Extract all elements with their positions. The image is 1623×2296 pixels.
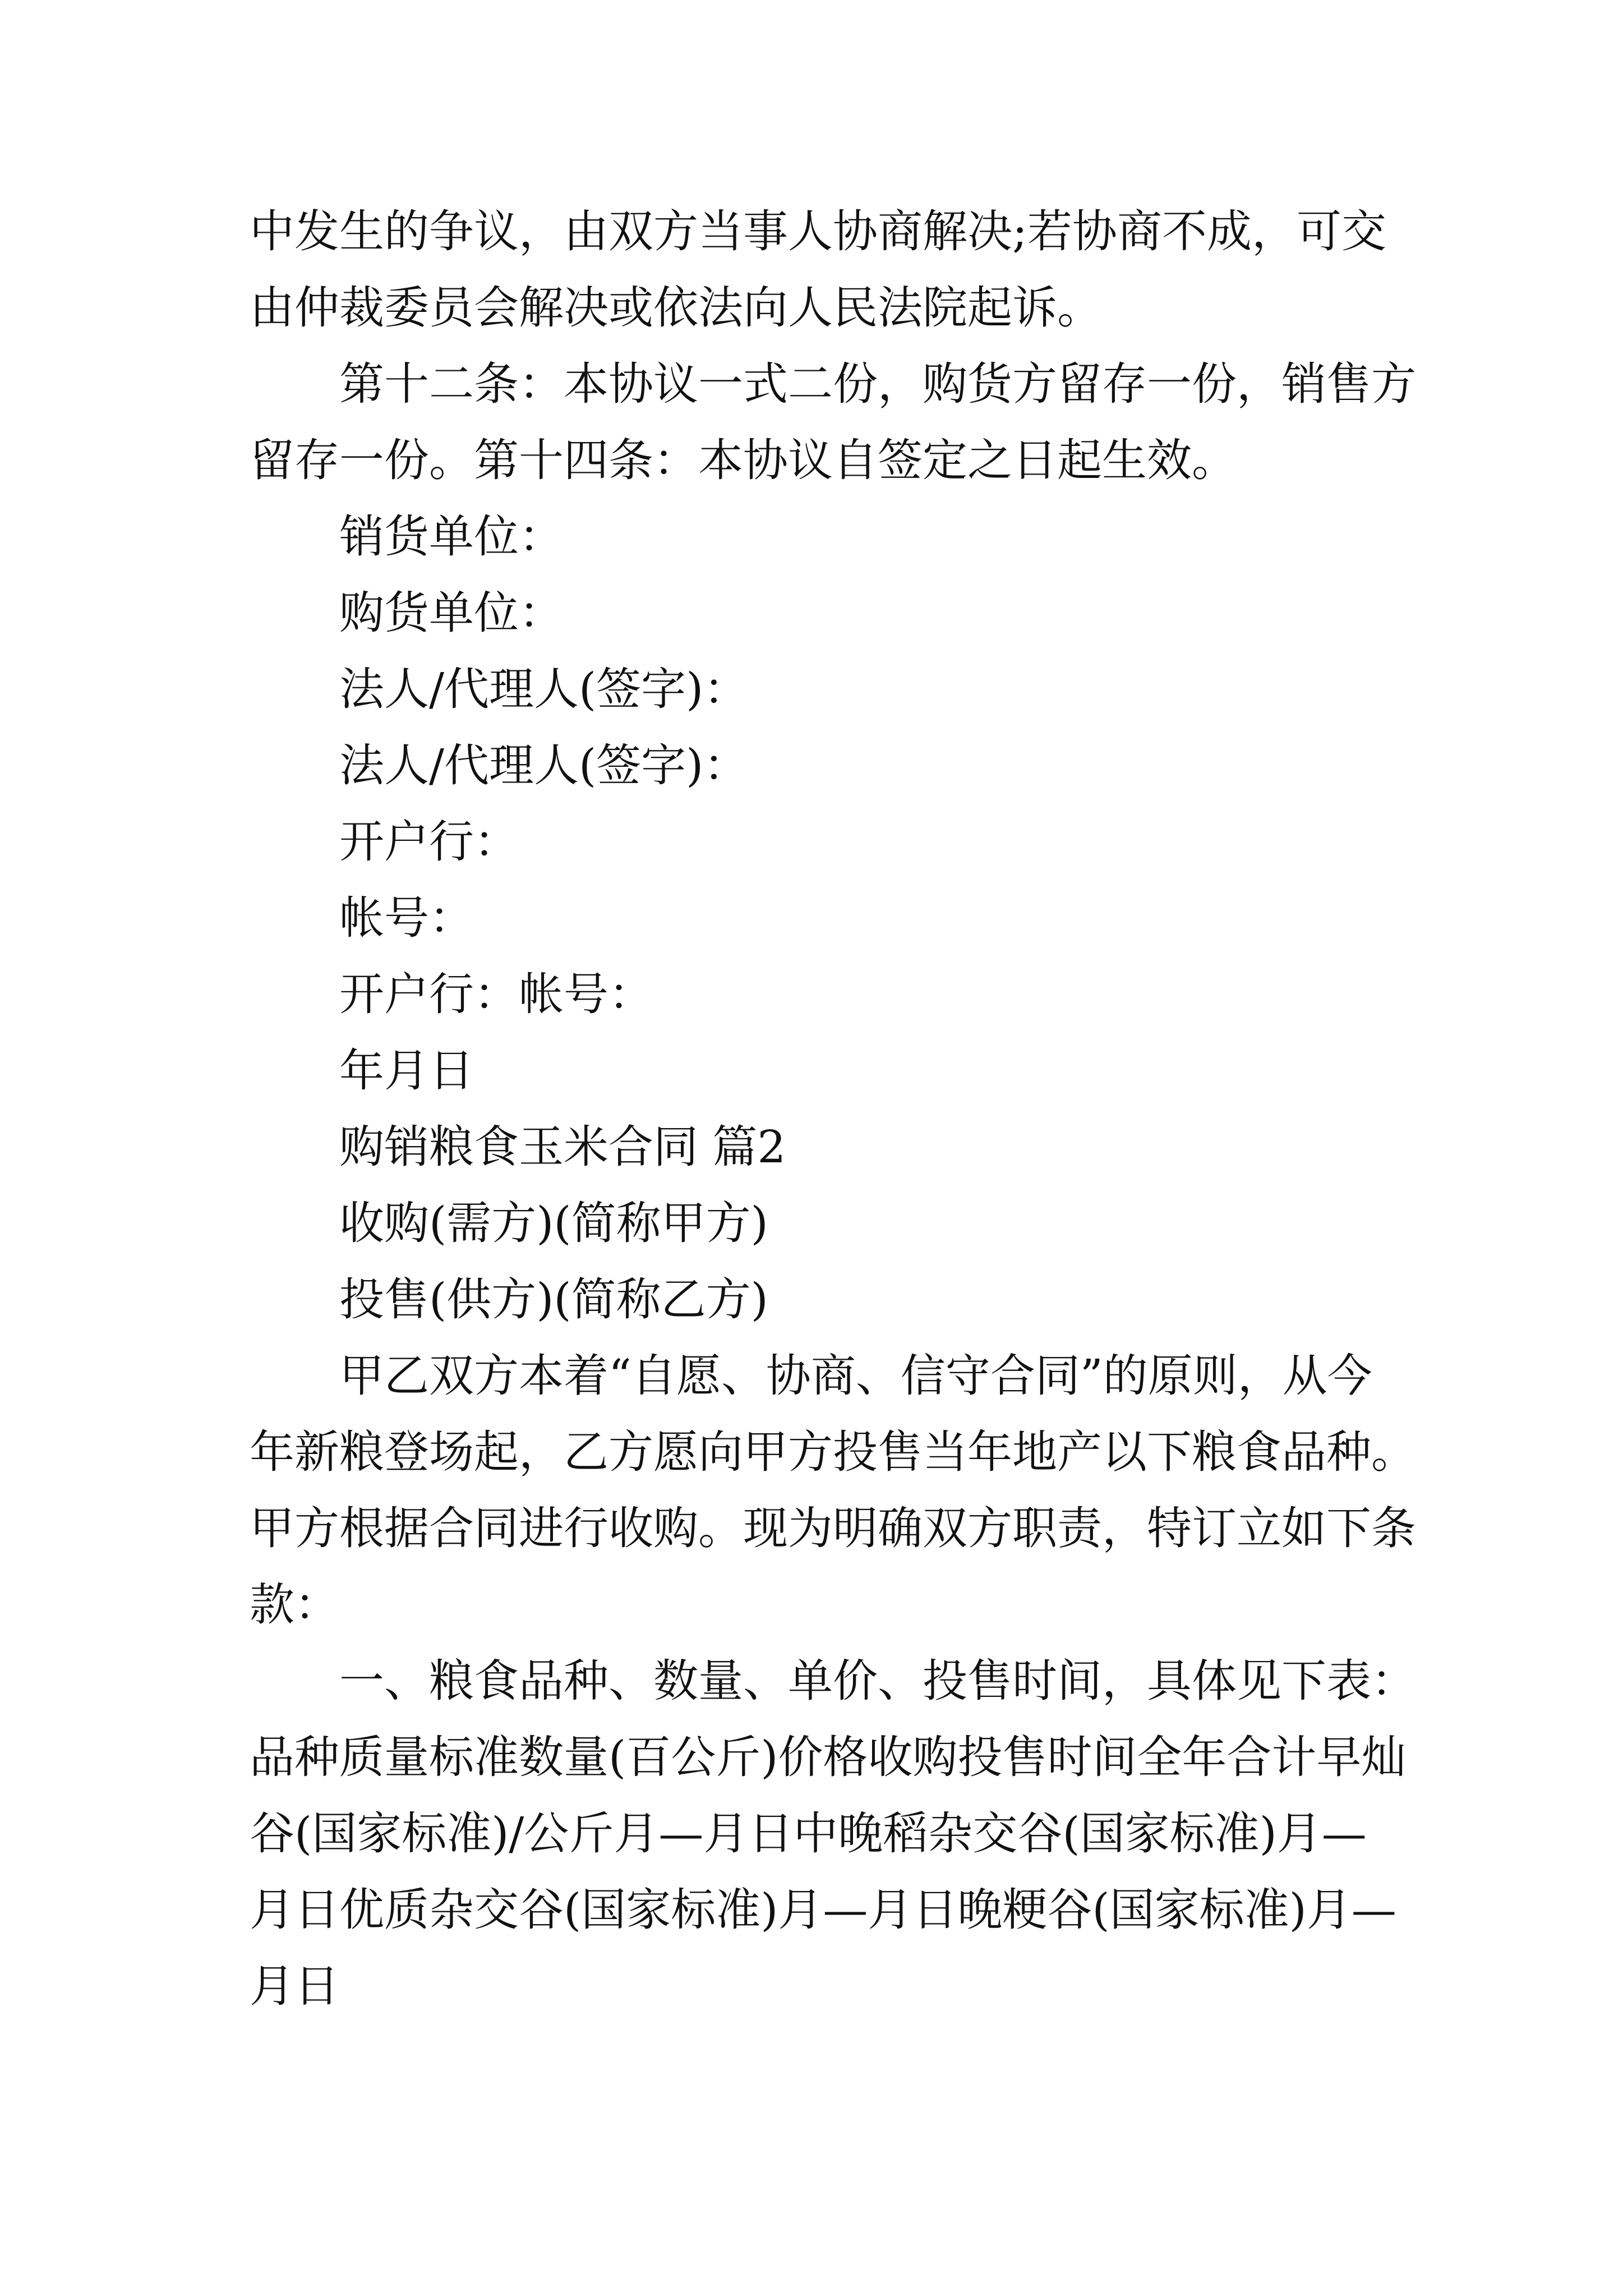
text-line: 月日 xyxy=(250,1960,339,2012)
text-line: 第十二条：本协议一式二份，购货方留存一份，销售方 xyxy=(339,358,1416,410)
text-line: 法人/代理人(签字)： xyxy=(339,739,749,792)
text-line: 月日优质杂交谷(国家标准)月—月日晚粳谷(国家标准)月— xyxy=(250,1884,1396,1936)
text-line: 帐号： xyxy=(339,892,474,944)
text-line: 留存一份。第十四条：本协议自签定之日起生效。 xyxy=(250,434,1237,486)
text-line: 中发生的争议，由双方当事人协商解决;若协商不成，可交 xyxy=(250,205,1386,257)
text-line: 甲乙双方本着“自愿、协商、信守合同”的原则，从今 xyxy=(339,1350,1372,1402)
section-heading: 购销粮食玉米合同 篇2 xyxy=(339,1121,786,1173)
text-line: 年新粮登场起，乙方愿向甲方投售当年地产以下粮食品种。 xyxy=(250,1426,1416,1478)
text-line: 购货单位： xyxy=(339,587,564,639)
text-line: 销货单位： xyxy=(339,510,564,563)
text-line: 年月日 xyxy=(339,1045,474,1097)
text-line: 开户行： xyxy=(339,816,519,868)
document-body xyxy=(250,194,1416,2024)
text-line: 甲方根据合同进行收购。现为明确双方职责，特订立如下条 xyxy=(250,1502,1416,1554)
text-line: 法人/代理人(签字)： xyxy=(339,663,749,715)
text-line: 一、粮食品种、数量、单价、投售时间，具体见下表： xyxy=(339,1655,1416,1707)
text-line: 品种质量标准数量(百公斤)价格收购投售时间全年合计早灿 xyxy=(250,1731,1407,1783)
text-line: 由仲裁委员会解决或依法向人民法院起诉。 xyxy=(250,282,1102,334)
text-line: 收购(需方)(简称甲方) xyxy=(339,1197,768,1249)
text-line: 谷(国家标准)/公斤月—月日中晚稻杂交谷(国家标准)月— xyxy=(250,1807,1367,1860)
text-line: 款： xyxy=(250,1579,339,1631)
text-line: 投售(供方)(简称乙方) xyxy=(339,1273,768,1326)
text-line: 开户行：帐号： xyxy=(339,968,653,1020)
